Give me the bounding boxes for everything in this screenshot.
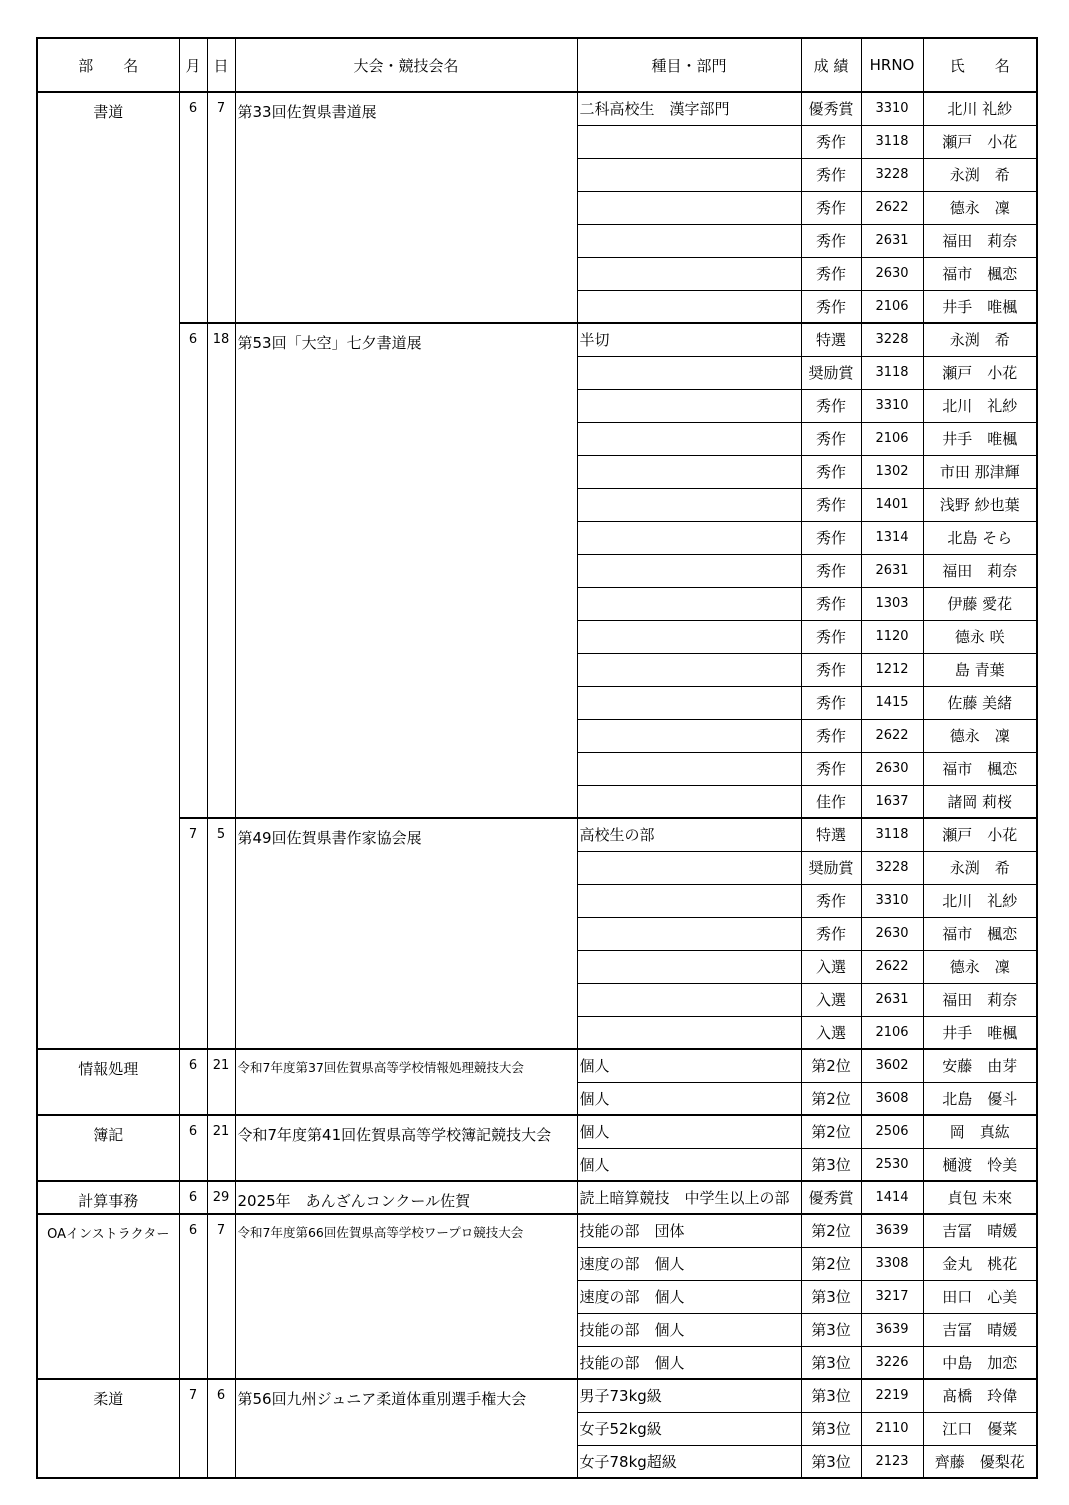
result-cell: 秀作 bbox=[801, 257, 861, 290]
student-name-cell: 瀬戸 小花 bbox=[923, 125, 1037, 158]
result-cell: 特選 bbox=[801, 818, 861, 851]
result-cell: 第3位 bbox=[801, 1280, 861, 1313]
category-cell bbox=[577, 389, 801, 422]
table-row bbox=[37, 323, 1037, 356]
dept-name-cell: 計算事務 bbox=[37, 1181, 179, 1214]
hrno-cell: 3310 bbox=[861, 389, 923, 422]
category-cell bbox=[577, 290, 801, 323]
category-cell bbox=[577, 422, 801, 455]
month-cell: 6 bbox=[179, 92, 207, 323]
hrno-cell: 3228 bbox=[861, 323, 923, 356]
hrno-cell: 2106 bbox=[861, 1016, 923, 1049]
hrno-cell: 2630 bbox=[861, 257, 923, 290]
student-name-cell: 福市 楓恋 bbox=[923, 917, 1037, 950]
student-name-cell: 金丸 桃花 bbox=[923, 1247, 1037, 1280]
student-name-cell: 北川 礼紗 bbox=[923, 884, 1037, 917]
hrno-cell: 3602 bbox=[861, 1049, 923, 1082]
header-month: 月 bbox=[179, 38, 207, 92]
hrno-cell: 2219 bbox=[861, 1379, 923, 1412]
hrno-cell: 3310 bbox=[861, 92, 923, 125]
student-name-cell: 德永 凜 bbox=[923, 950, 1037, 983]
student-name-cell: 北島 そら bbox=[923, 521, 1037, 554]
category-cell bbox=[577, 191, 801, 224]
student-name-cell: 福田 莉奈 bbox=[923, 554, 1037, 587]
result-cell: 第2位 bbox=[801, 1214, 861, 1247]
result-cell: 秀作 bbox=[801, 917, 861, 950]
category-cell bbox=[577, 488, 801, 521]
hrno-cell: 2506 bbox=[861, 1115, 923, 1148]
hrno-cell: 1302 bbox=[861, 455, 923, 488]
student-name-cell: 福市 楓恋 bbox=[923, 752, 1037, 785]
category-cell: 読上暗算競技 中学生以上の部 bbox=[577, 1181, 801, 1214]
result-cell: 秀作 bbox=[801, 554, 861, 587]
student-name-cell: 瀬戸 小花 bbox=[923, 818, 1037, 851]
category-cell: 女子52kg級 bbox=[577, 1412, 801, 1445]
student-name-cell: 北島 優斗 bbox=[923, 1082, 1037, 1115]
header-hrno: HRNO bbox=[861, 38, 923, 92]
hrno-cell: 1212 bbox=[861, 653, 923, 686]
hrno-cell: 3608 bbox=[861, 1082, 923, 1115]
hrno-cell: 1314 bbox=[861, 521, 923, 554]
dept-name-cell: 書道 bbox=[37, 92, 179, 1049]
student-name-cell: 北川 礼紗 bbox=[923, 389, 1037, 422]
category-cell bbox=[577, 686, 801, 719]
hrno-cell: 3310 bbox=[861, 884, 923, 917]
event-name-cell: 第33回佐賀県書道展 bbox=[235, 92, 577, 323]
hrno-cell: 3217 bbox=[861, 1280, 923, 1313]
hrno-cell: 2631 bbox=[861, 224, 923, 257]
category-cell bbox=[577, 719, 801, 752]
event-name-cell: 令和7年度第66回佐賀県高等学校ワープロ競技大会 bbox=[235, 1214, 577, 1379]
hrno-cell: 2123 bbox=[861, 1445, 923, 1478]
student-name-cell: 永渕 希 bbox=[923, 158, 1037, 191]
hrno-cell: 2110 bbox=[861, 1412, 923, 1445]
student-name-cell: 江口 優菜 bbox=[923, 1412, 1037, 1445]
result-cell: 奨励賞 bbox=[801, 356, 861, 389]
result-cell: 第2位 bbox=[801, 1247, 861, 1280]
student-name-cell: 佐藤 美緒 bbox=[923, 686, 1037, 719]
category-cell bbox=[577, 587, 801, 620]
hrno-cell: 2622 bbox=[861, 950, 923, 983]
category-cell bbox=[577, 653, 801, 686]
hrno-cell: 3639 bbox=[861, 1313, 923, 1346]
student-name-cell: 浅野 紗也葉 bbox=[923, 488, 1037, 521]
hrno-cell: 3118 bbox=[861, 125, 923, 158]
result-cell: 秀作 bbox=[801, 191, 861, 224]
student-name-cell: 貞包 未來 bbox=[923, 1181, 1037, 1214]
result-cell: 第3位 bbox=[801, 1412, 861, 1445]
table-row bbox=[37, 818, 1037, 851]
student-name-cell: 福田 莉奈 bbox=[923, 983, 1037, 1016]
month-cell: 6 bbox=[179, 1214, 207, 1379]
category-cell: 高校生の部 bbox=[577, 818, 801, 851]
student-name-cell: 安藤 由芽 bbox=[923, 1049, 1037, 1082]
hrno-cell: 2106 bbox=[861, 422, 923, 455]
result-cell: 第3位 bbox=[801, 1445, 861, 1478]
student-name-cell: 井手 唯楓 bbox=[923, 422, 1037, 455]
event-name-cell: 第53回「大空」七夕書道展 bbox=[235, 323, 577, 818]
student-name-cell: 德永 凜 bbox=[923, 719, 1037, 752]
hrno-cell: 2530 bbox=[861, 1148, 923, 1181]
category-cell bbox=[577, 455, 801, 488]
results-table bbox=[36, 37, 1038, 1479]
category-cell: 個人 bbox=[577, 1082, 801, 1115]
student-name-cell: 吉冨 晴媛 bbox=[923, 1214, 1037, 1247]
category-cell bbox=[577, 125, 801, 158]
category-cell bbox=[577, 785, 801, 818]
table-row bbox=[37, 1214, 1037, 1247]
day-cell: 6 bbox=[207, 1379, 235, 1478]
result-cell: 秀作 bbox=[801, 752, 861, 785]
result-cell: 秀作 bbox=[801, 653, 861, 686]
student-name-cell: 吉冨 晴媛 bbox=[923, 1313, 1037, 1346]
student-name-cell: 田口 心美 bbox=[923, 1280, 1037, 1313]
hrno-cell: 1303 bbox=[861, 587, 923, 620]
student-name-cell: 伊藤 愛花 bbox=[923, 587, 1037, 620]
result-cell: 秀作 bbox=[801, 620, 861, 653]
result-cell: 秀作 bbox=[801, 884, 861, 917]
student-name-cell: 岡 真紘 bbox=[923, 1115, 1037, 1148]
hrno-cell: 3228 bbox=[861, 851, 923, 884]
student-name-cell: 井手 唯楓 bbox=[923, 1016, 1037, 1049]
month-cell: 6 bbox=[179, 1049, 207, 1115]
day-cell: 18 bbox=[207, 323, 235, 818]
day-cell: 21 bbox=[207, 1049, 235, 1115]
student-name-cell: 市田 那津輝 bbox=[923, 455, 1037, 488]
result-cell: 第3位 bbox=[801, 1313, 861, 1346]
dept-name-cell: 情報処理 bbox=[37, 1049, 179, 1115]
hrno-cell: 3228 bbox=[861, 158, 923, 191]
result-cell: 第3位 bbox=[801, 1379, 861, 1412]
hrno-cell: 3118 bbox=[861, 356, 923, 389]
hrno-cell: 3118 bbox=[861, 818, 923, 851]
header-day: 日 bbox=[207, 38, 235, 92]
category-cell bbox=[577, 917, 801, 950]
header-row bbox=[37, 38, 1037, 92]
hrno-cell: 2622 bbox=[861, 191, 923, 224]
student-name-cell: 福市 楓恋 bbox=[923, 257, 1037, 290]
table-row bbox=[37, 92, 1037, 125]
table-row bbox=[37, 1379, 1037, 1412]
hrno-cell: 1637 bbox=[861, 785, 923, 818]
result-cell: 第2位 bbox=[801, 1115, 861, 1148]
event-name-cell: 令和7年度第37回佐賀県高等学校情報処理競技大会 bbox=[235, 1049, 577, 1115]
student-name-cell: 福田 莉奈 bbox=[923, 224, 1037, 257]
result-cell: 特選 bbox=[801, 323, 861, 356]
result-cell: 秀作 bbox=[801, 521, 861, 554]
result-cell: 入選 bbox=[801, 983, 861, 1016]
category-cell bbox=[577, 752, 801, 785]
table-row bbox=[37, 1049, 1037, 1082]
result-cell: 秀作 bbox=[801, 290, 861, 323]
result-cell: 入選 bbox=[801, 1016, 861, 1049]
category-cell: 二科高校生 漢字部門 bbox=[577, 92, 801, 125]
day-cell: 21 bbox=[207, 1115, 235, 1181]
student-name-cell: 德永 咲 bbox=[923, 620, 1037, 653]
hrno-cell: 1415 bbox=[861, 686, 923, 719]
category-cell: 技能の部 個人 bbox=[577, 1346, 801, 1379]
header-event: 大会・競技会名 bbox=[235, 38, 577, 92]
category-cell: 男子73kg級 bbox=[577, 1379, 801, 1412]
category-cell: 女子78kg超級 bbox=[577, 1445, 801, 1478]
hrno-cell: 2630 bbox=[861, 917, 923, 950]
table-row bbox=[37, 1115, 1037, 1148]
result-cell: 秀作 bbox=[801, 455, 861, 488]
dept-name-cell: 簿記 bbox=[37, 1115, 179, 1181]
event-name-cell: 2025年 あんざんコンクール佐賀 bbox=[235, 1181, 577, 1214]
category-cell: 速度の部 個人 bbox=[577, 1280, 801, 1313]
student-name-cell: 德永 凜 bbox=[923, 191, 1037, 224]
hrno-cell: 2631 bbox=[861, 554, 923, 587]
result-cell: 秀作 bbox=[801, 422, 861, 455]
hrno-cell: 2106 bbox=[861, 290, 923, 323]
result-cell: 第2位 bbox=[801, 1049, 861, 1082]
category-cell: 技能の部 個人 bbox=[577, 1313, 801, 1346]
table-body bbox=[37, 92, 1037, 1478]
student-name-cell: 瀬戸 小花 bbox=[923, 356, 1037, 389]
result-cell: 秀作 bbox=[801, 488, 861, 521]
category-cell: 個人 bbox=[577, 1148, 801, 1181]
day-cell: 5 bbox=[207, 818, 235, 1049]
result-cell: 秀作 bbox=[801, 158, 861, 191]
month-cell: 7 bbox=[179, 1379, 207, 1478]
student-name-cell: 齊藤 優梨花 bbox=[923, 1445, 1037, 1478]
category-cell bbox=[577, 158, 801, 191]
day-cell: 7 bbox=[207, 92, 235, 323]
result-cell: 第3位 bbox=[801, 1346, 861, 1379]
day-cell: 7 bbox=[207, 1214, 235, 1379]
result-cell: 佳作 bbox=[801, 785, 861, 818]
hrno-cell: 1120 bbox=[861, 620, 923, 653]
event-name-cell: 令和7年度第41回佐賀県高等学校簿記競技大会 bbox=[235, 1115, 577, 1181]
student-name-cell: 諸岡 莉桜 bbox=[923, 785, 1037, 818]
event-name-cell: 第49回佐賀県書作家協会展 bbox=[235, 818, 577, 1049]
category-cell bbox=[577, 554, 801, 587]
result-cell: 秀作 bbox=[801, 224, 861, 257]
category-cell bbox=[577, 521, 801, 554]
hrno-cell: 2622 bbox=[861, 719, 923, 752]
student-name-cell: 永渕 希 bbox=[923, 323, 1037, 356]
header-result: 成 績 bbox=[801, 38, 861, 92]
category-cell bbox=[577, 224, 801, 257]
month-cell: 6 bbox=[179, 1181, 207, 1214]
category-cell bbox=[577, 950, 801, 983]
hrno-cell: 1401 bbox=[861, 488, 923, 521]
day-cell: 29 bbox=[207, 1181, 235, 1214]
event-name-cell: 第56回九州ジュニア柔道体重別選手権大会 bbox=[235, 1379, 577, 1478]
student-name-cell: 髙橋 玲偉 bbox=[923, 1379, 1037, 1412]
category-cell bbox=[577, 620, 801, 653]
result-cell: 第3位 bbox=[801, 1148, 861, 1181]
category-cell bbox=[577, 1016, 801, 1049]
result-cell: 第2位 bbox=[801, 1082, 861, 1115]
header-name: 氏 名 bbox=[923, 38, 1037, 92]
result-cell: 秀作 bbox=[801, 587, 861, 620]
category-cell: 個人 bbox=[577, 1049, 801, 1082]
result-cell: 秀作 bbox=[801, 389, 861, 422]
category-cell: 半切 bbox=[577, 323, 801, 356]
header-dept: 部 名 bbox=[37, 38, 179, 92]
month-cell: 7 bbox=[179, 818, 207, 1049]
hrno-cell: 3308 bbox=[861, 1247, 923, 1280]
month-cell: 6 bbox=[179, 1115, 207, 1181]
result-cell: 秀作 bbox=[801, 686, 861, 719]
dept-name-cell: 柔道 bbox=[37, 1379, 179, 1478]
hrno-cell: 2631 bbox=[861, 983, 923, 1016]
category-cell: 個人 bbox=[577, 1115, 801, 1148]
result-cell: 秀作 bbox=[801, 125, 861, 158]
table-row bbox=[37, 1181, 1037, 1214]
header-category: 種目・部門 bbox=[577, 38, 801, 92]
student-name-cell: 樋渡 怜美 bbox=[923, 1148, 1037, 1181]
hrno-cell: 3226 bbox=[861, 1346, 923, 1379]
category-cell: 速度の部 個人 bbox=[577, 1247, 801, 1280]
category-cell bbox=[577, 983, 801, 1016]
student-name-cell: 北川 礼紗 bbox=[923, 92, 1037, 125]
result-cell: 奨励賞 bbox=[801, 851, 861, 884]
student-name-cell: 井手 唯楓 bbox=[923, 290, 1037, 323]
category-cell bbox=[577, 257, 801, 290]
category-cell bbox=[577, 356, 801, 389]
student-name-cell: 中島 加恋 bbox=[923, 1346, 1037, 1379]
category-cell bbox=[577, 884, 801, 917]
result-cell: 優秀賞 bbox=[801, 92, 861, 125]
student-name-cell: 島 青葉 bbox=[923, 653, 1037, 686]
result-cell: 秀作 bbox=[801, 719, 861, 752]
hrno-cell: 2630 bbox=[861, 752, 923, 785]
hrno-cell: 3639 bbox=[861, 1214, 923, 1247]
result-cell: 優秀賞 bbox=[801, 1181, 861, 1214]
month-cell: 6 bbox=[179, 323, 207, 818]
hrno-cell: 1414 bbox=[861, 1181, 923, 1214]
category-cell bbox=[577, 851, 801, 884]
student-name-cell: 永渕 希 bbox=[923, 851, 1037, 884]
result-cell: 入選 bbox=[801, 950, 861, 983]
dept-name-cell: OAインストラクター bbox=[37, 1214, 179, 1379]
category-cell: 技能の部 団体 bbox=[577, 1214, 801, 1247]
